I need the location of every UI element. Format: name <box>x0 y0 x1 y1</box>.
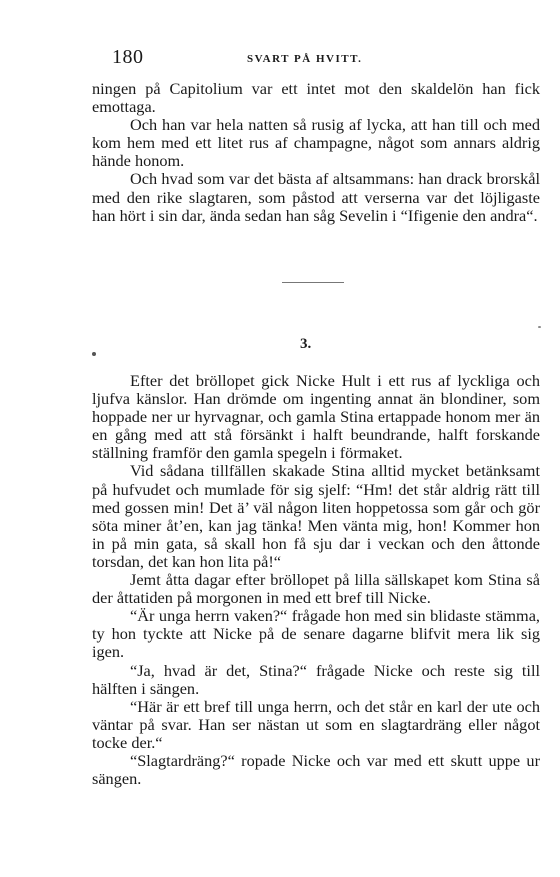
print-speck <box>538 326 541 328</box>
paragraph: ningen på Capitolium var ett intet mot den skaldelön han fick emottaga. <box>92 79 540 117</box>
paragraph: “Slagtardräng?“ ropade Nicke och var med ett skutt uppe ur sängen. <box>92 750 540 789</box>
paragraph: Vid sådana tillfällen skakade Stina alltid mycket betänksamt på hufvudet och mumlade för sig sjelf: “Hm! det står aldrig rätt till med gossen min! Det ä’ väl någon liten hoppetossa som går och gör söta miner åt’en, kan jag tänka! Men vänta mig, hon! Kommer hon in på min gata, så skall hon få sju dar i veckan och den åttonde torsdan, det kan hon lita på!“ <box>92 461 540 571</box>
paragraph: Och hvad som var det bästa af altsammans: han drack brorskål med den rike slagtaren, som påstod att verserna var det löjligaste han hört i sin dar, ända sedan han såg Sevelin i “Ifigenie den andra“. <box>92 169 540 225</box>
paragraph: “Här är ett bref till unga herrn, och det står en karl der ute och väntar på svar. Han ser nästan ut som en slagtardräng eller något tocke der.“ <box>92 696 540 752</box>
section-number: 3. <box>300 336 312 352</box>
paragraph: “Är unga herrn vaken?“ frågade hon med sin blidaste stämma, ty hon tyckte att Nicke på de senare dagarne blifvit mera lik sig igen. <box>92 606 540 662</box>
running-title: SVART PÅ HVITT. <box>247 53 363 65</box>
page-number: 180 <box>112 46 144 68</box>
section-2-text <box>92 372 540 788</box>
paragraph: Efter det bröllopet gick Nicke Hult i ett rus af lyckliga och ljufva känslor. Han drömde om ingenting annat än blondiner, som hoppade ner ur hyrvagnar, och gamla Stina ertappade honom mer än en gång med att stå försänkt i halft beundrande, halft forskande ställning framför den gamla spegeln i förmaket. <box>92 371 540 463</box>
section-1-text <box>92 80 540 225</box>
print-speck <box>92 352 96 356</box>
paragraph: “Ja, hvad är det, Stina?“ frågade Nicke och reste sig till hälften i sängen. <box>92 660 540 698</box>
paragraph: Jemt åtta dagar efter bröllopet på lilla sällskapet kom Stina så der åttatiden på morgonen in med ett bref till Nicke. <box>92 570 540 608</box>
section-divider <box>282 282 344 283</box>
page-header <box>92 46 540 70</box>
paragraph: Och han var hela natten så rusig af lycka, att han till och med kom hem med ett litet rus af champagne, något som annars aldrig hände honom. <box>92 115 540 171</box>
